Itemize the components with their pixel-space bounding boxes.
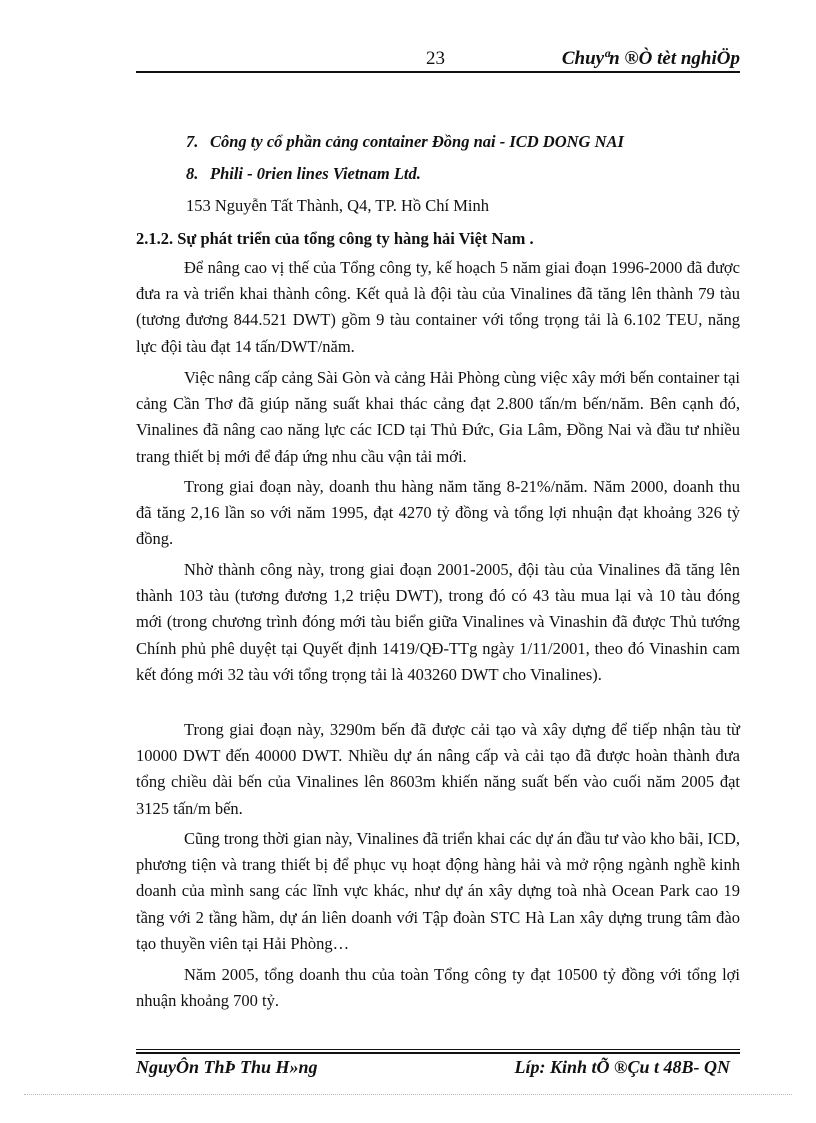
footer-class: Líp: Kinh tÕ ®Çu t 48B- QN [514, 1057, 730, 1077]
footer-rule [136, 1049, 740, 1050]
footer-author: NguyÔn ThÞ Thu H»ng [136, 1057, 318, 1077]
list-item [186, 164, 421, 184]
paragraph: Năm 2005, tổng doanh thu của toàn Tổng công ty đạt 10500 tỷ đồng với tổng lợi nhuận khoảng 700 tỷ. [136, 965, 740, 1011]
page-number: 23 [426, 48, 445, 69]
list-item-text: Phili - 0rien lines Vietnam Ltd. [210, 164, 421, 183]
paragraph: Nhờ thành công này, trong giai đoạn 2001-2005, đội tàu của Vinalines đã tăng lên thành 103 tàu (tương đương 1,2 triệu DWT), trong đó có 43 tàu mua lại và 10 tàu đóng mới (trong chương trình đóng mới tàu biển giữa Vinalines và Vinashin đã được Thủ tướng Chính phủ phê duyệt tại Quyết định 1419/QĐ-TTg ngày 1/11/2001, theo đó Vinashin cam kết đóng mới 32 tàu với tổng trọng tải là 403260 DWT cho Vinalines). [136, 560, 740, 684]
list-item-number: 7. [186, 132, 199, 151]
header-rule [136, 71, 740, 73]
list-item-number: 8. [186, 164, 199, 183]
list-item-text: Công ty cổ phần cảng container Đồng nai - ICD DONG NAI [210, 132, 624, 151]
section-heading: 2.1.2. Sự phát triển của tổng công ty hàng hải Việt Nam . [136, 229, 534, 248]
page-header [136, 48, 740, 70]
paragraph: Trong giai đoạn này, 3290m bến đã được cải tạo và xây dựng để tiếp nhận tàu từ 10000 DWT đến 40000 DWT. Nhiều dự án nâng cấp và cải tạo đã được hoàn thành đưa tổng chiều dài bến của Vinalines lên 8603m khiến năng suất bến vào cuối năm 2005 đạt 3125 tấn/m bến. [136, 720, 740, 818]
paragraph: Việc nâng cấp cảng Sài Gòn và cảng Hải Phòng cùng việc xây mới bến container tại cảng Cần Thơ đã giúp năng suất khai thác cảng đạt 2.800 tấn/m bến/năm. Bên cạnh đó, Vinalines đã nâng cao năng lực các ICD tại Thủ Đức, Gia Lâm, Đồng Nai và đầu tư nhiều trang thiết bị mới để đáp ứng nhu cầu vận tải mới. [136, 368, 740, 466]
list-item [186, 132, 624, 152]
paragraph: Cũng trong thời gian này, Vinalines đã triển khai các dự án đầu tư vào kho bãi, ICD, phương tiện và trang thiết bị để phục vụ hoạt động hàng hải và mở rộng ngành nghề kinh doanh của mình sang các lĩnh vực khác, như dự án xây dựng toà nhà Ocean Park cao 19 tầng với 2 tầng hầm, dự án liên doanh với Tập đoàn STC Hà Lan xây dựng trung tâm đào tạo thuyền viên tại Hải Phòng… [136, 829, 740, 953]
paragraph: Để nâng cao vị thế của Tổng công ty, kế hoạch 5 năm giai đoạn 1996-2000 đã được đưa ra và triển khai thành công. Kết quả là đội tàu của Vinalines đã tăng lên thành 79 tàu (tương đương 844.521 DWT) gồm 9 tàu container với tổng trọng tải là 6.102 TEU, năng lực đội tàu đạt 14 tấn/DWT/năm. [136, 258, 740, 356]
page-edge-divider [24, 1094, 792, 1095]
header-title: Chuyªn ®Ò tèt nghiÖp [561, 48, 740, 69]
address-line: 153 Nguyễn Tất Thành, Q4, TP. Hồ Chí Minh [186, 196, 489, 215]
footer-rule [136, 1052, 740, 1054]
paragraph: Trong giai đoạn này, doanh thu hàng năm tăng 8-21%/năm. Năm 2000, doanh thu đã tăng 2,16 lần so với năm 1995, đạt 4270 tỷ đồng và tổng lợi nhuận đạt khoảng 326 tỷ đồng. [136, 477, 740, 549]
